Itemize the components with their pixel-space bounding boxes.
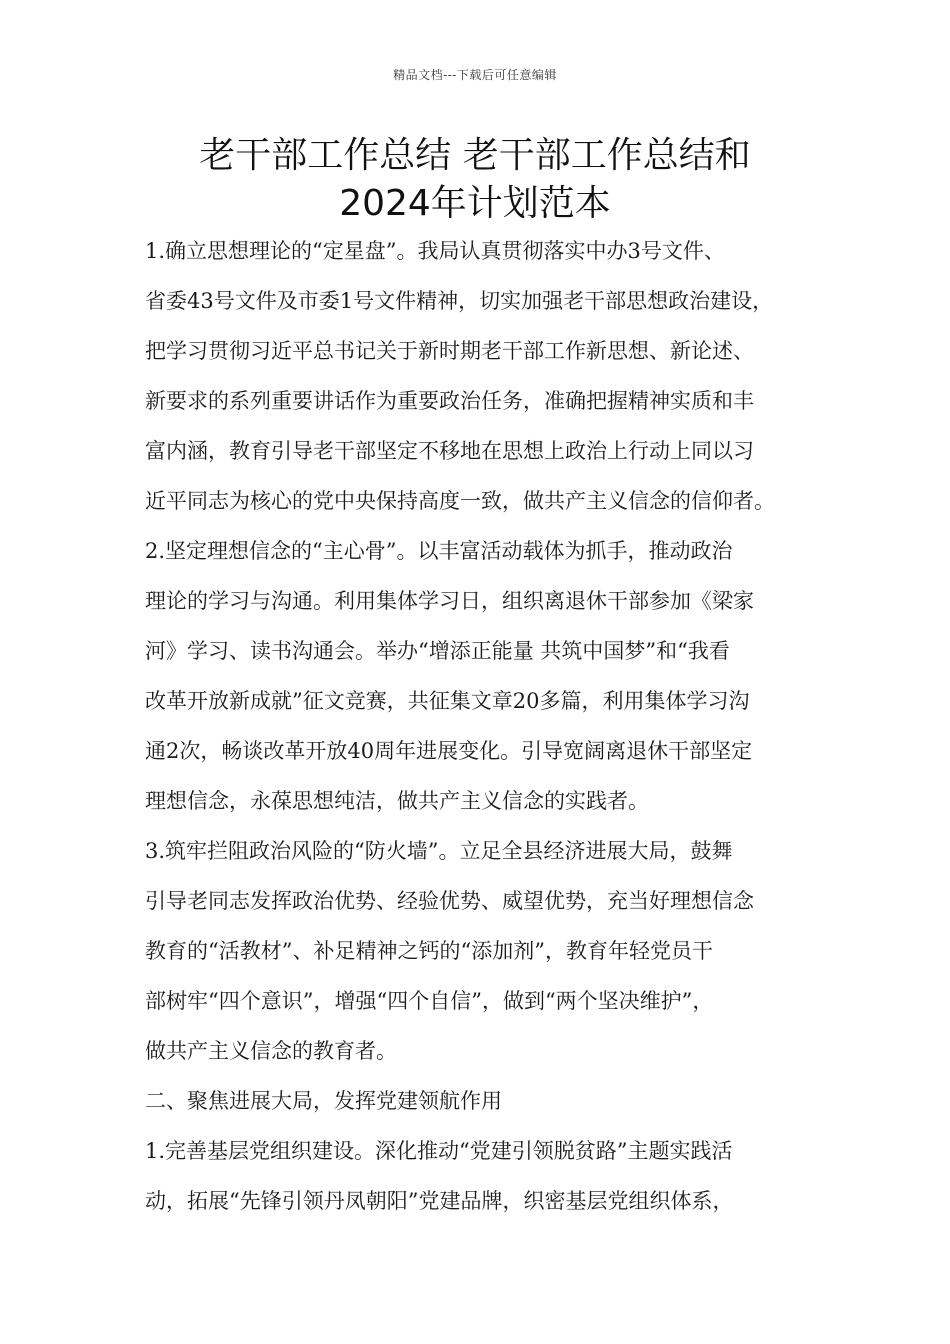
- document-body: [145, 226, 835, 1226]
- body-line: 新要求的系列重要讲话作为重要政治任务，准确把握精神实质和丰: [145, 389, 754, 413]
- body-line: 2.坚定理想信念的“主心骨”。以丰富活动载体为抓手，推动政治: [145, 539, 733, 563]
- body-line: 河》学习、读书沟通会。举办“增添正能量 共筑中国梦”和“我看: [145, 639, 730, 663]
- body-line: 动，拓展“先锋引领丹凤朝阳”党建品牌，织密基层党组织体系，: [145, 1189, 734, 1213]
- section-heading: 二、聚焦进展大局，发挥党建领航作用: [145, 1089, 502, 1113]
- document-title: [0, 132, 950, 228]
- body-line: 理想信念，永葆思想纯洁，做共产主义信念的实践者。: [145, 789, 649, 813]
- body-line: 富内涵，教育引导老干部坚定不移地在思想上政治上行动上同以习: [145, 439, 754, 463]
- body-line: 把学习贯彻习近平总书记关于新时期老干部工作新思想、新论述、: [145, 339, 754, 363]
- body-line: 通2次，畅谈改革开放40周年进展变化。引导宽阔离退休干部坚定: [145, 739, 753, 763]
- body-line: 引导老同志发挥政治优势、经验优势、威望优势，充当好理想信念: [145, 889, 754, 913]
- body-line: 部树牢“四个意识”，增强“四个自信”，做到“两个坚决维护”，: [145, 989, 714, 1013]
- body-line: 3.筑牢拦阻政治风险的“防火墙”。立足全县经济进展大局，鼓舞: [145, 839, 733, 863]
- body-line: 1.完善基层党组织建设。深化推动“党建引领脱贫路”主题实践活: [145, 1139, 733, 1163]
- title-line-2: 2024年计划范本: [339, 183, 611, 224]
- body-line: 近平同志为核心的党中央保持高度一致，做共产主义信念的信仰者。: [145, 489, 775, 513]
- page-header-note: 精品文档---下载后可任意编辑: [393, 68, 557, 82]
- body-line: 理论的学习与沟通。利用集体学习日，组织离退休干部参加《梁家: [145, 589, 754, 613]
- body-line: 1.确立思想理论的“定星盘”。我局认真贯彻落实中办3号文件、: [145, 239, 725, 263]
- body-line: 省委43号文件及市委1号文件精神，切实加强老干部思想政治建设，: [145, 289, 774, 313]
- body-line: 改革开放新成就”征文竞赛，共征集文章20多篇，利用集体学习沟: [145, 689, 750, 713]
- title-line-1: 老干部工作总结 老干部工作总结和: [199, 135, 751, 176]
- body-line: 做共产主义信念的教育者。: [145, 1039, 397, 1063]
- body-line: 教育的“活教材”、补足精神之钙的“添加剂”，教育年轻党员干: [145, 939, 713, 963]
